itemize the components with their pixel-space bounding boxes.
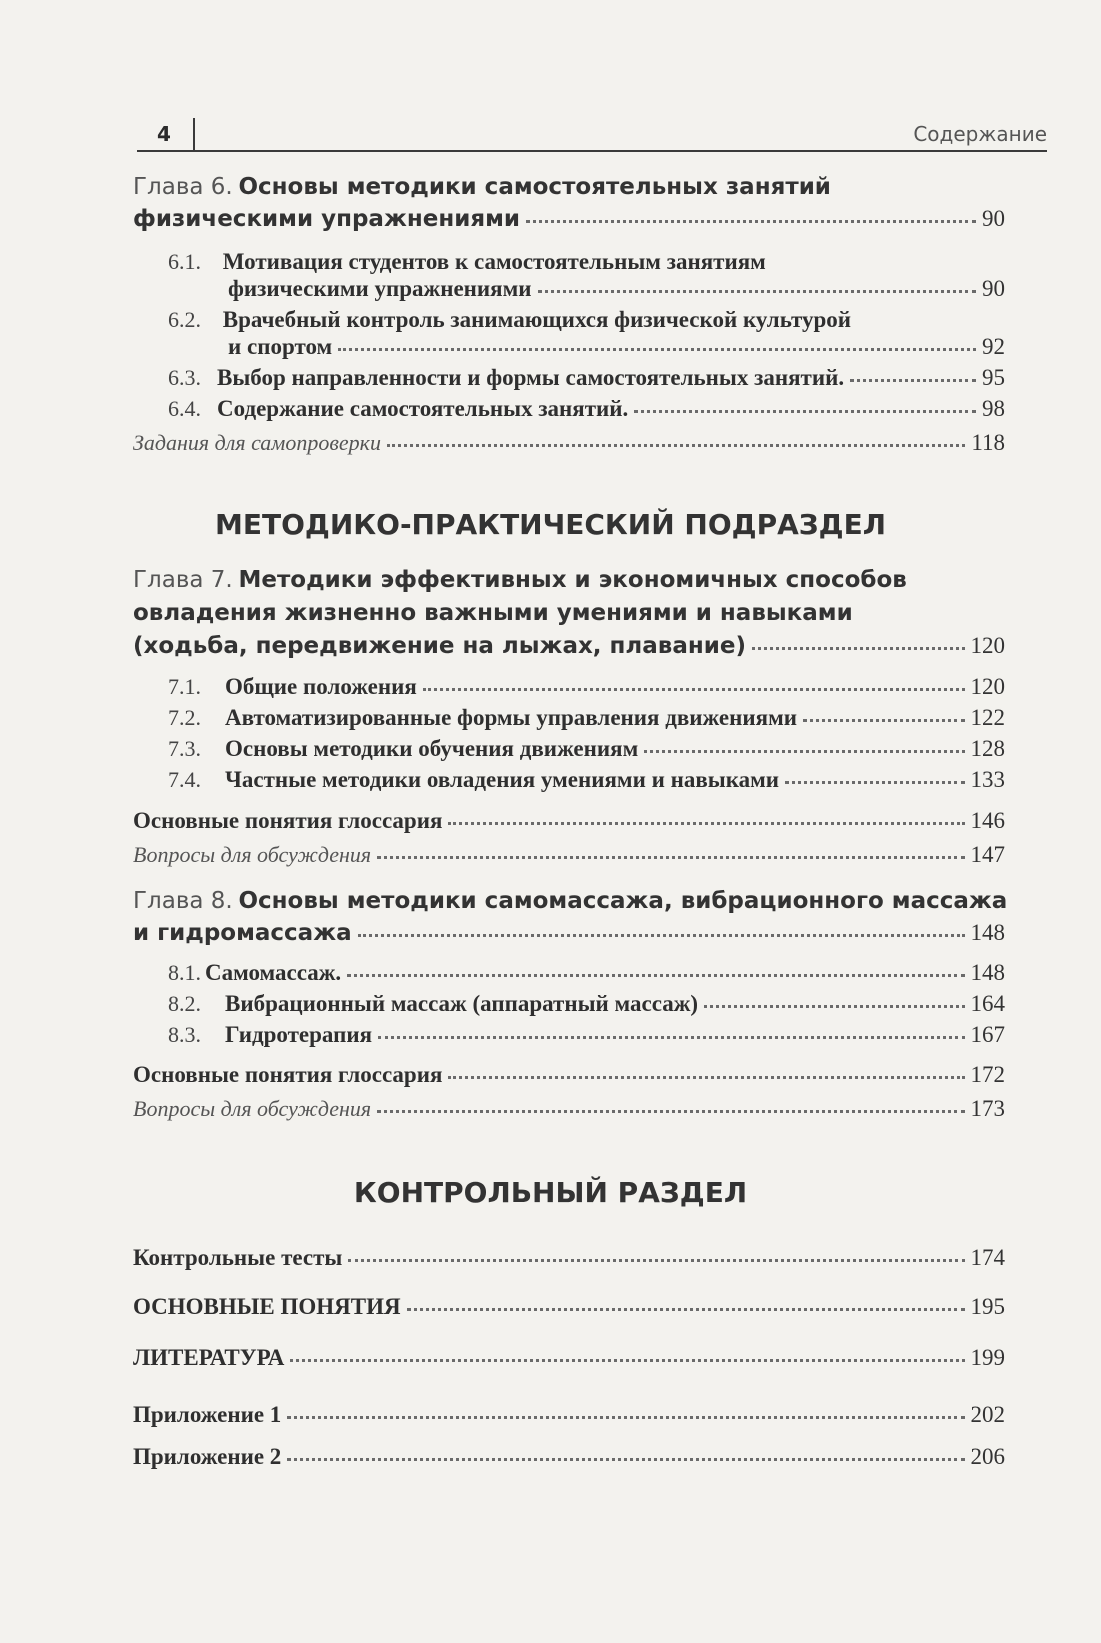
- toc-basic-concepts[interactable]: ОСНОВНЫЕ ПОНЯТИЯ 195: [133, 1294, 1005, 1319]
- page-ref: 118: [971, 430, 1005, 455]
- toc-item-8-3[interactable]: 8.3. Гидротерапия 167: [168, 1022, 1005, 1047]
- chapter-prefix: Глава 8.: [133, 888, 233, 914]
- toc-item-6-1-line2[interactable]: физическими упражнениями 90: [228, 276, 1005, 301]
- leader-dots: [387, 442, 965, 447]
- page-ref: 92: [982, 334, 1005, 359]
- leader-dots: [348, 1257, 964, 1262]
- page-ref: 174: [970, 1245, 1005, 1270]
- chapter-7-title-line1[interactable]: [133, 567, 907, 593]
- page-ref: 90: [982, 206, 1005, 231]
- toc-item-8-2[interactable]: 8.2. Вибрационный массаж (аппаратный массаж) 164: [168, 991, 1005, 1016]
- toc-item-8-1[interactable]: 8.1. Самомассаж. 148: [168, 960, 1005, 985]
- leader-dots: [358, 932, 965, 937]
- page-ref: 90: [982, 276, 1005, 301]
- toc-glossary-7[interactable]: Основные понятия глоссария 146: [133, 808, 1005, 833]
- page-ref: 122: [970, 705, 1005, 730]
- section-heading-control: КОНТРОЛЬНЫЙ РАЗДЕЛ: [353, 1176, 748, 1209]
- chapter-6-title-line1[interactable]: [133, 174, 831, 200]
- toc-item-6-2-line2[interactable]: и спортом 92: [228, 334, 1005, 359]
- toc-appendix-1[interactable]: Приложение 1 202: [133, 1402, 1005, 1427]
- toc-appendix-2[interactable]: Приложение 2 206: [133, 1444, 1005, 1469]
- chapter-7-title-line3[interactable]: (ходьба, передвижение на лыжах, плавание) 120: [133, 633, 1005, 659]
- toc-item-6-1-line1[interactable]: 6.1. Мотивация студентов к самостоятельным занятиям: [168, 249, 766, 274]
- leader-dots: [785, 779, 964, 784]
- leader-dots: [407, 1306, 965, 1311]
- page-ref: 202: [970, 1402, 1005, 1427]
- toc-item-6-4[interactable]: 6.4. Содержание самостоятельных занятий. 98: [168, 396, 1005, 421]
- header-divider: [193, 118, 195, 152]
- page-ref: 195: [970, 1294, 1005, 1319]
- leader-dots: [448, 820, 964, 825]
- page-ref: 206: [970, 1444, 1005, 1469]
- toc-control-tests[interactable]: Контрольные тесты 174: [133, 1245, 1005, 1270]
- page-ref: 128: [970, 736, 1005, 761]
- page-ref: 147: [970, 842, 1005, 867]
- page-ref: 199: [970, 1345, 1005, 1370]
- leader-dots: [338, 346, 976, 351]
- leader-dots: [526, 218, 976, 223]
- chapter-7-title-line2[interactable]: овладения жизненно важными умениями и навыками: [133, 600, 853, 626]
- leader-dots: [644, 748, 964, 753]
- page-ref: 167: [970, 1022, 1005, 1047]
- page-ref: 148: [970, 920, 1005, 945]
- chapter-prefix: Глава 7.: [133, 567, 233, 593]
- page-ref: 95: [982, 365, 1005, 390]
- toc-item-6-3[interactable]: 6.3. Выбор направленности и формы самостоятельных занятий. 95: [168, 365, 1005, 390]
- toc-item-7-3[interactable]: 7.3. Основы методики обучения движениям 128: [168, 736, 1005, 761]
- leader-dots: [377, 1108, 964, 1113]
- page-ref: 172: [970, 1062, 1005, 1087]
- toc-questions-8[interactable]: Вопросы для обсуждения 173: [133, 1096, 1005, 1121]
- toc-glossary-8[interactable]: Основные понятия глоссария 172: [133, 1062, 1005, 1087]
- leader-dots: [347, 972, 964, 977]
- running-title: Содержание: [913, 122, 1047, 146]
- leader-dots: [423, 686, 965, 691]
- leader-dots: [803, 717, 965, 722]
- toc-literature[interactable]: ЛИТЕРАТУРА 199: [133, 1345, 1005, 1370]
- chapter-prefix: Глава 6.: [133, 174, 233, 200]
- toc-item-7-2[interactable]: 7.2. Автоматизированные формы управления движениями 122: [168, 705, 1005, 730]
- chapter-8-title-line2[interactable]: и гидромассажа 148: [133, 920, 1005, 946]
- running-header: [137, 110, 1047, 152]
- toc-questions-7[interactable]: Вопросы для обсуждения 147: [133, 842, 1005, 867]
- toc-item-6-2-line1[interactable]: 6.2. Врачебный контроль занимающихся физической культурой: [168, 307, 852, 332]
- page-ref: 133: [970, 767, 1005, 792]
- toc-self-check-tasks[interactable]: Задания для самопроверки 118: [133, 430, 1005, 455]
- leader-dots: [634, 408, 976, 413]
- page-ref: 164: [970, 991, 1005, 1016]
- leader-dots: [287, 1456, 964, 1461]
- leader-dots: [287, 1414, 964, 1419]
- section-heading-methodical: МЕТОДИКО-ПРАКТИЧЕСКИЙ ПОДРАЗДЕЛ: [214, 508, 886, 541]
- page-ref: 98: [982, 396, 1005, 421]
- chapter-title: Основы методики самомассажа, вибрационного массажа: [238, 888, 1008, 914]
- chapter-8-title-line1[interactable]: [133, 888, 1007, 914]
- page-ref: 146: [970, 808, 1005, 833]
- leader-dots: [538, 288, 976, 293]
- page-ref: 120: [970, 633, 1005, 658]
- page-number: 4: [157, 122, 171, 146]
- leader-dots: [448, 1074, 964, 1079]
- leader-dots: [850, 377, 976, 382]
- page-ref: 173: [970, 1096, 1005, 1121]
- leader-dots: [290, 1357, 964, 1362]
- chapter-6-title-line2[interactable]: физическими упражнениями 90: [133, 206, 1005, 232]
- chapter-title: Методики эффективных и экономичных способов: [238, 567, 907, 593]
- chapter-title: Основы методики самостоятельных занятий: [238, 174, 831, 200]
- leader-dots: [377, 854, 964, 859]
- toc-item-7-4[interactable]: 7.4. Частные методики овладения умениями и навыками 133: [168, 767, 1005, 792]
- page-ref: 120: [970, 674, 1005, 699]
- leader-dots: [752, 645, 965, 650]
- toc-item-7-1[interactable]: 7.1. Общие положения 120: [168, 674, 1005, 699]
- leader-dots: [704, 1003, 964, 1008]
- leader-dots: [378, 1034, 964, 1039]
- page-ref: 148: [970, 960, 1005, 985]
